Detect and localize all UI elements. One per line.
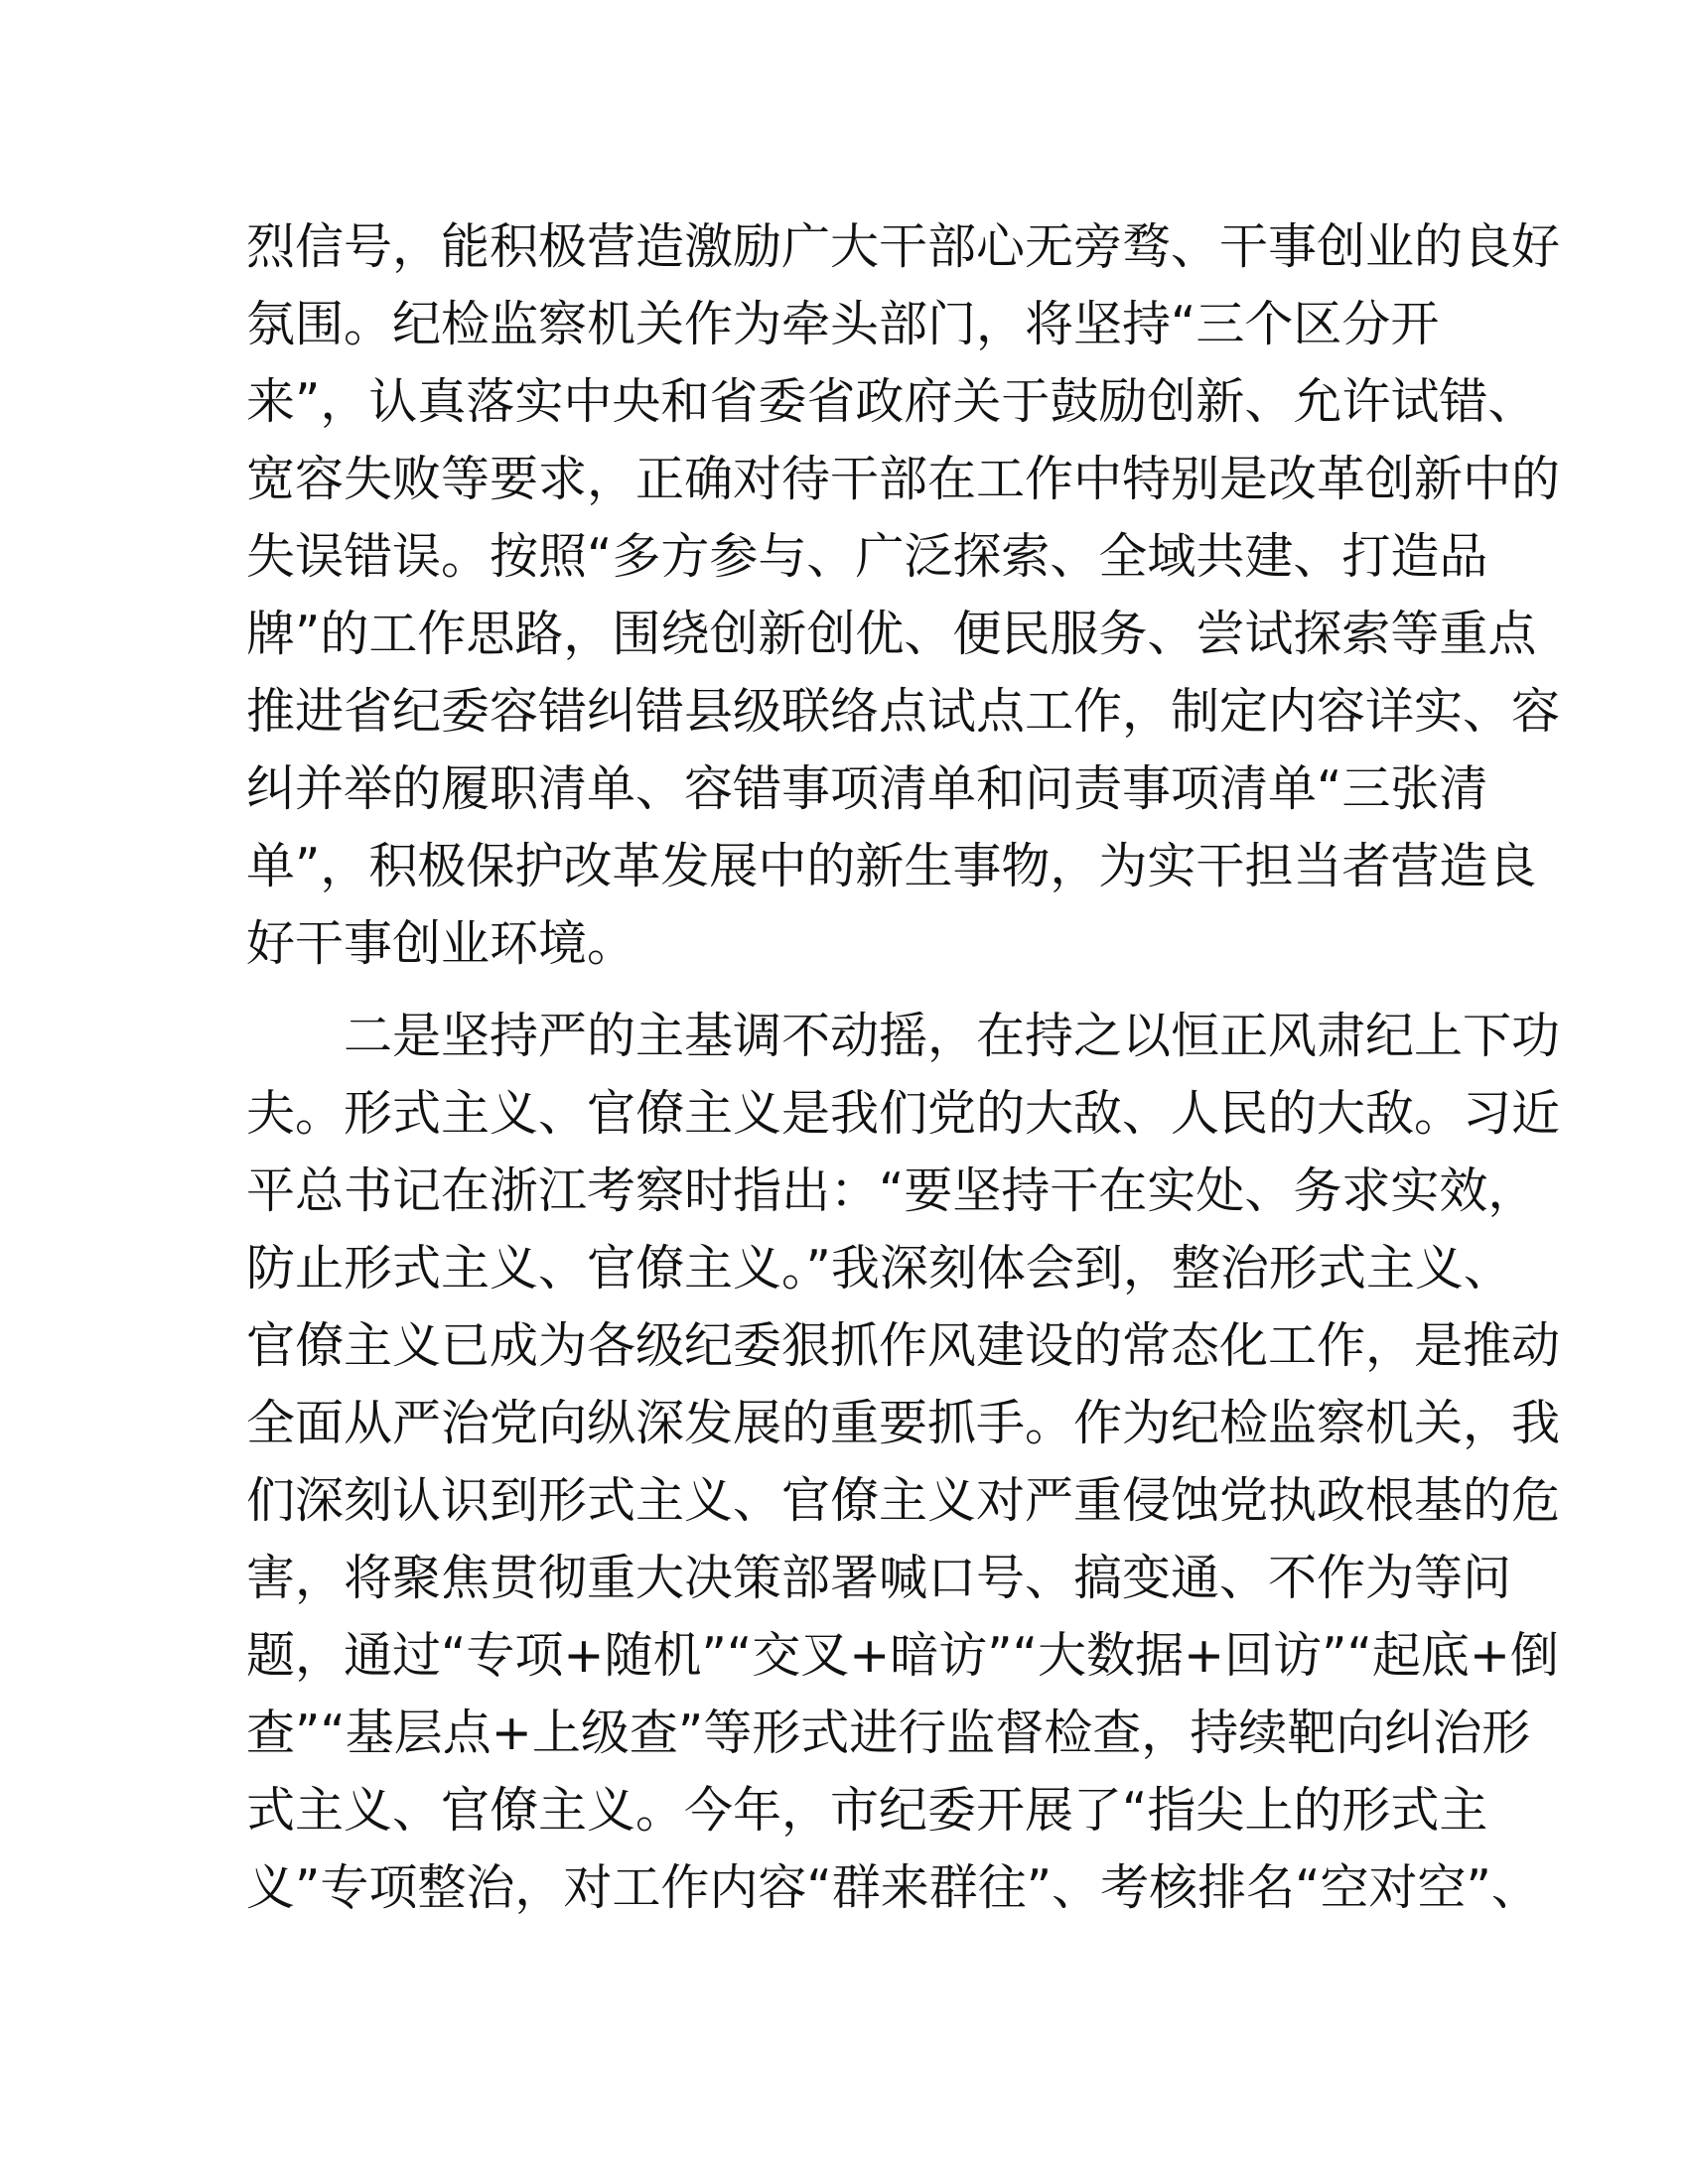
paragraph-line: 义”专项整治，对工作内容“群来群往”、考核排名“空对空”、	[246, 1859, 1540, 1916]
paragraph-line: 们深刻认识到形式主义、官僚主义对严重侵蚀党执政根基的危	[246, 1472, 1561, 1529]
paragraph-line: 平总书记在浙江考察时指出：“要坚持干在实处、务求实效，	[246, 1162, 1537, 1219]
paragraph-1	[246, 208, 1561, 983]
paragraph-line: 烈信号，能积极营造激励广大干部心无旁骛、干事创业的良好	[246, 218, 1561, 275]
paragraph-line: 单”，积极保护改革发展中的新生事物，为实干担当者营造良	[246, 838, 1537, 894]
paragraph-line: 全面从严治党向纵深发展的重要抓手。作为纪检监察机关，我	[246, 1395, 1561, 1451]
paragraph-line: 查”“基层点+上级查”等形式进行监督检查，持续靶向纠治形	[246, 1705, 1531, 1761]
paragraph-line: 牌”的工作思路，围绕创新创优、便民服务、尝试探索等重点	[246, 606, 1537, 662]
paragraph-line: 式主义、官僚主义。今年，市纪委开展了“指尖上的形式主	[246, 1782, 1488, 1839]
paragraph-line: 推进省纪委容错纠错县级联络点试点工作，制定内容详实、容	[246, 683, 1561, 740]
paragraph-line: 防止形式主义、官僚主义。”我深刻体会到，整治形式主义、	[246, 1240, 1512, 1297]
paragraph-line: 官僚主义已成为各级纪委狠抓作风建设的常态化工作，是推动	[246, 1317, 1561, 1374]
paragraph-line: 夫。形式主义、官僚主义是我们党的大敌、人民的大敌。习近	[246, 1085, 1561, 1142]
paragraph-line: 宽容失败等要求，正确对待干部在工作中特别是改革创新中的	[246, 451, 1561, 507]
paragraph-line: 题，通过“专项+随机”“交叉+暗访”“大数据+回访”“起底+倒	[246, 1627, 1559, 1684]
paragraph-line: 氛围。纪检监察机关作为牵头部门，将坚持“三个区分开	[246, 296, 1440, 352]
paragraph-2	[246, 998, 1561, 1927]
paragraph-line: 害，将聚焦贯彻重大决策部署喊口号、搞变通、不作为等问	[246, 1550, 1512, 1606]
paragraph-line: 失误错误。按照“多方参与、广泛探索、全域共建、打造品	[246, 528, 1488, 585]
paragraph-line: 好干事创业环境。	[246, 915, 636, 972]
paragraph-line: 来”，认真落实中央和省委省政府关于鼓励创新、允许试错、	[246, 373, 1537, 430]
paragraph-line: 纠并举的履职清单、容错事项清单和问责事项清单“三张清	[246, 760, 1488, 817]
paragraph-line: 二是坚持严的主基调不动摇，在持之以恒正风肃纪上下功	[246, 1008, 1561, 1064]
